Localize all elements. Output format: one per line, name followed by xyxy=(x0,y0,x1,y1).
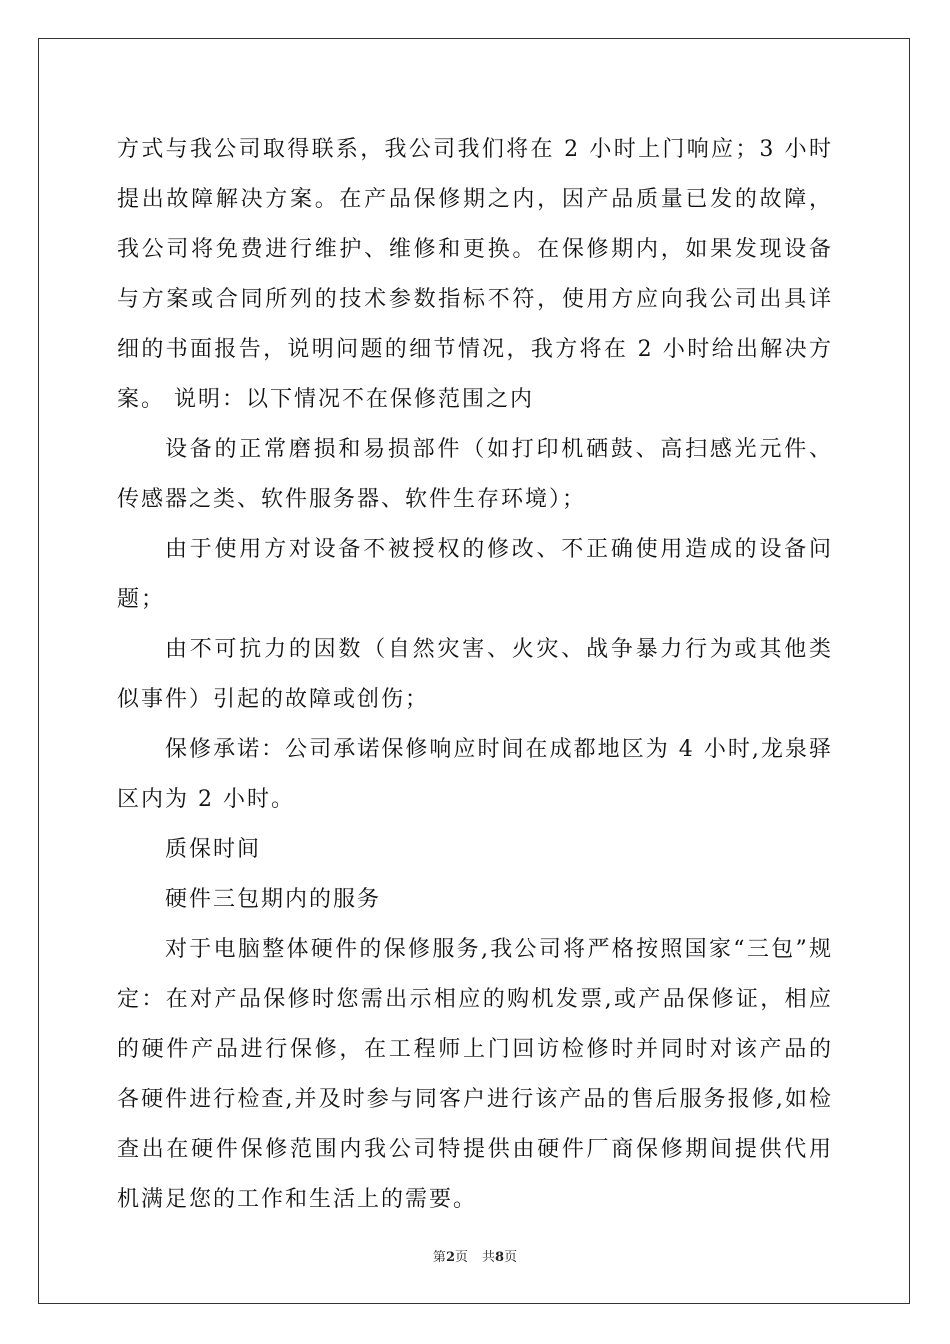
paragraph-hardware-service: 对于电脑整体硬件的保修服务,我公司将严格按照国家“三包”规定：在对产品保修时您需出示相应的购机发票,或产品保修证，相应的硬件产品进行保修，在工程师上门回访检修时并同时对该产品的各硬件进行检查,并及时参与同客户进行该产品的售后服务报修,如检查出在硬件保修范围内我公司特提供由硬件厂商保修期间提供代用机满足您的工作和生活上的需要。 xyxy=(117,937,833,1212)
total-pages: 8 xyxy=(495,1250,505,1265)
page-prefix: 第 xyxy=(432,1250,446,1265)
section-heading-three-guarantees: 硬件三包期内的服务 xyxy=(165,887,382,912)
page-footer xyxy=(0,1246,950,1265)
document-body xyxy=(117,125,833,1225)
page-number: 2 xyxy=(445,1250,455,1265)
paragraph-exclusion-misuse: 由于使用方对设备不被授权的修改、不正确使用造成的设备问题； xyxy=(117,537,833,612)
paragraph-contact-response: 方式与我公司取得联系，我公司我们将在 2 小时上门响应；3 小时提出故障解决方案。在产品保修期之内，因产品质量已发的故障，我公司将免费进行维护、维修和更换。在保修期内，如果发现设备与方案或合同所列的技术参数指标不符，使用方应向我公司出具详细的书面报告，说明问题的细节情况，我方将在 2 小时给出解决方案。 说明：以下情况不在保修范围之内 xyxy=(117,137,833,412)
paragraph-exclusion-wear: 设备的正常磨损和易损部件（如打印机硒鼓、高扫感光元件、传感器之类、软件服务器、软件生存环境）； xyxy=(117,437,833,512)
total-suffix: 页 xyxy=(504,1250,518,1265)
paragraph-exclusion-force-majeure: 由不可抗力的因数（自然灾害、火灾、战争暴力行为或其他类似事件）引起的故障或创伤； xyxy=(117,637,833,712)
total-prefix: 共 xyxy=(482,1250,496,1265)
section-heading-warranty-period: 质保时间 xyxy=(165,837,262,862)
paragraph-warranty-commitment: 保修承诺：公司承诺保修响应时间在成都地区为 4 小时,龙泉驿区内为 2 小时。 xyxy=(117,737,833,812)
page-suffix: 页 xyxy=(454,1250,468,1265)
